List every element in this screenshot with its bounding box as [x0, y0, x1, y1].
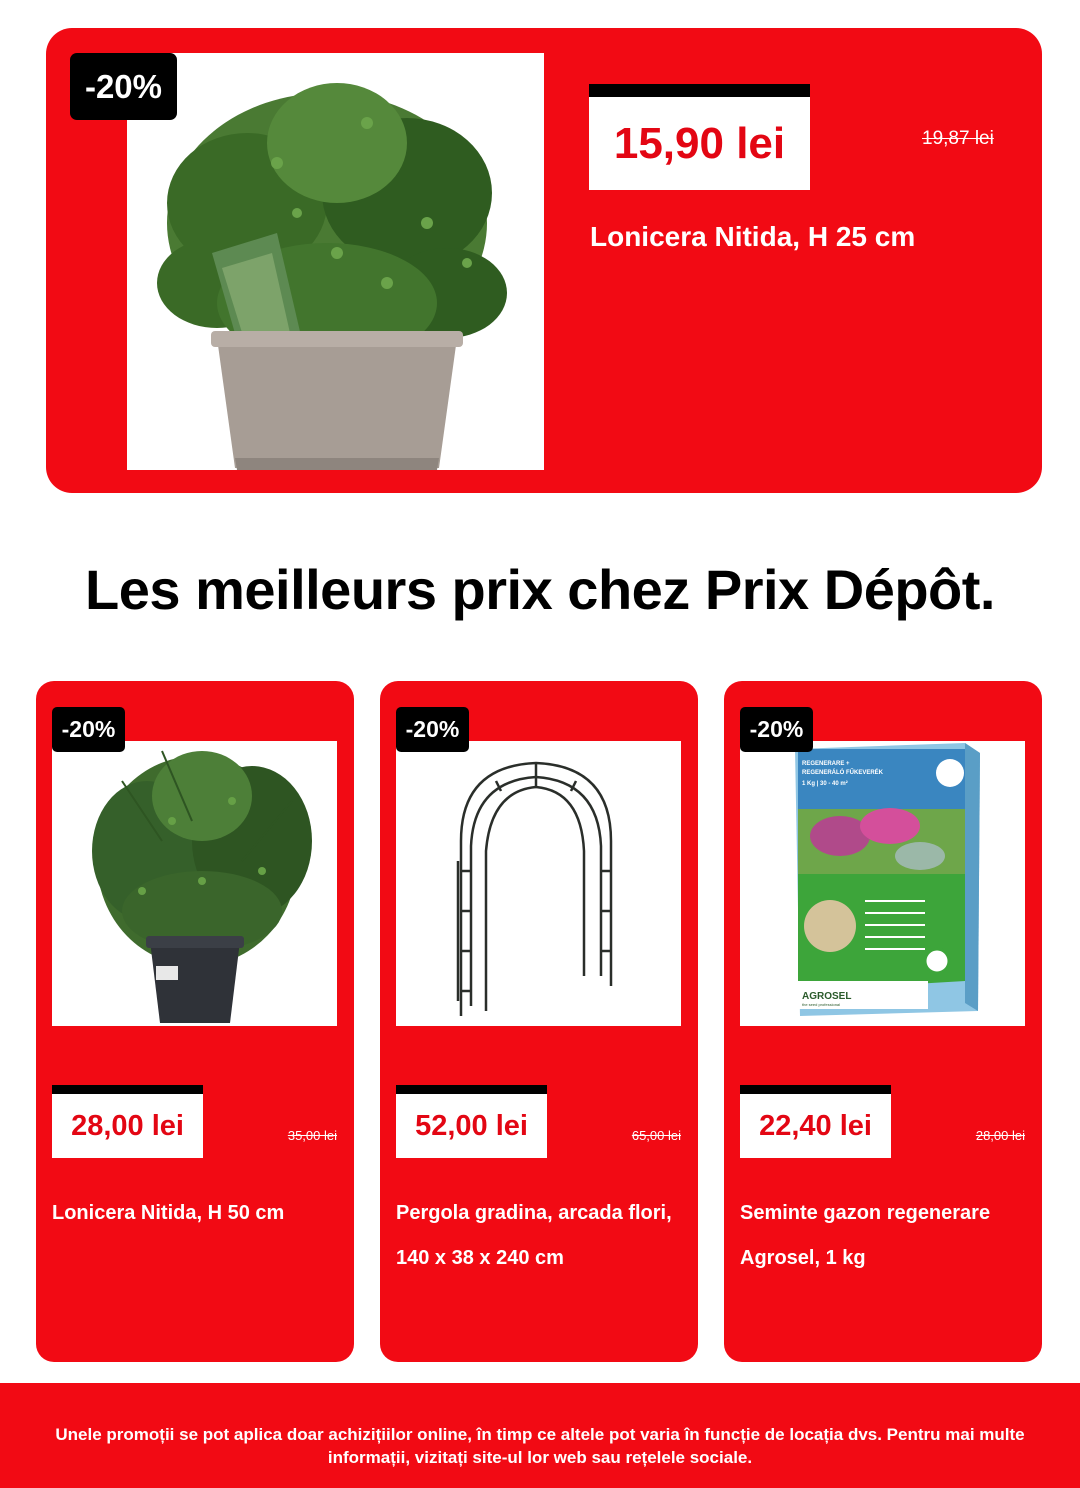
product-name[interactable]: Pergola gradina, arcada flori, 140 x 38 x 240 cm: [396, 1202, 672, 1269]
price-tag: [589, 84, 810, 190]
discount-badge: -20%: [52, 707, 125, 752]
package-line2: REGENERÁLÓ FŰKEVERÉK: [802, 770, 884, 776]
footer-banner: [0, 1383, 1080, 1488]
old-price: 28,00 lei: [975, 1128, 1025, 1143]
package-brand: AGROSEL: [802, 991, 852, 1002]
old-price: 35,00 lei: [287, 1128, 337, 1143]
product-image[interactable]: [52, 741, 337, 1026]
page-headline: Les meilleurs prix chez Prix Dépôt.: [85, 558, 995, 621]
current-price: 28,00 lei: [71, 1109, 184, 1142]
footer-disclaimer: Unele promoții se pot aplica doar achizițiilor online, în timp ce altele pot varia în funcție de locația dvs. Pentru mai multe informații, vizitați site-ul lor web sau rețelele sociale.: [55, 1424, 1025, 1467]
current-price: 22,40 lei: [759, 1109, 872, 1142]
old-price: 19,87 lei: [922, 128, 994, 149]
package-line3: 1 Kg | 30 - 40 m²: [802, 781, 848, 787]
package-tagline: the seed professional: [802, 1002, 841, 1007]
product-card[interactable]: [380, 681, 698, 1362]
seed-box-illustration: [740, 741, 1025, 1026]
featured-product-card[interactable]: [46, 28, 1042, 493]
discount-badge: -20%: [396, 707, 469, 752]
featured-product-image[interactable]: [127, 53, 544, 470]
price-tag: [52, 1085, 203, 1158]
potted-plant-illustration: [127, 53, 544, 470]
product-card[interactable]: [724, 681, 1042, 1362]
price-tag: [396, 1085, 547, 1158]
discount-badge: -20%: [740, 707, 813, 752]
discount-badge: -20%: [70, 53, 177, 120]
old-price: 65,00 lei: [631, 1128, 681, 1143]
product-name[interactable]: Lonicera Nitida, H 25 cm: [590, 221, 916, 252]
package-line1: REGENERARE +: [802, 761, 850, 767]
product-name[interactable]: Seminte gazon regenerare Agrosel, 1 kg: [740, 1202, 991, 1269]
product-image[interactable]: [740, 741, 1025, 1026]
potted-shrub-illustration: [52, 741, 337, 1026]
product-image[interactable]: [396, 741, 681, 1026]
price-tag: [740, 1085, 891, 1158]
garden-arch-illustration: [396, 741, 681, 1026]
product-name[interactable]: Lonicera Nitida, H 50 cm: [52, 1202, 285, 1224]
product-card[interactable]: [36, 681, 354, 1362]
current-price: 52,00 lei: [415, 1109, 528, 1142]
current-price: 15,90 lei: [613, 118, 786, 168]
